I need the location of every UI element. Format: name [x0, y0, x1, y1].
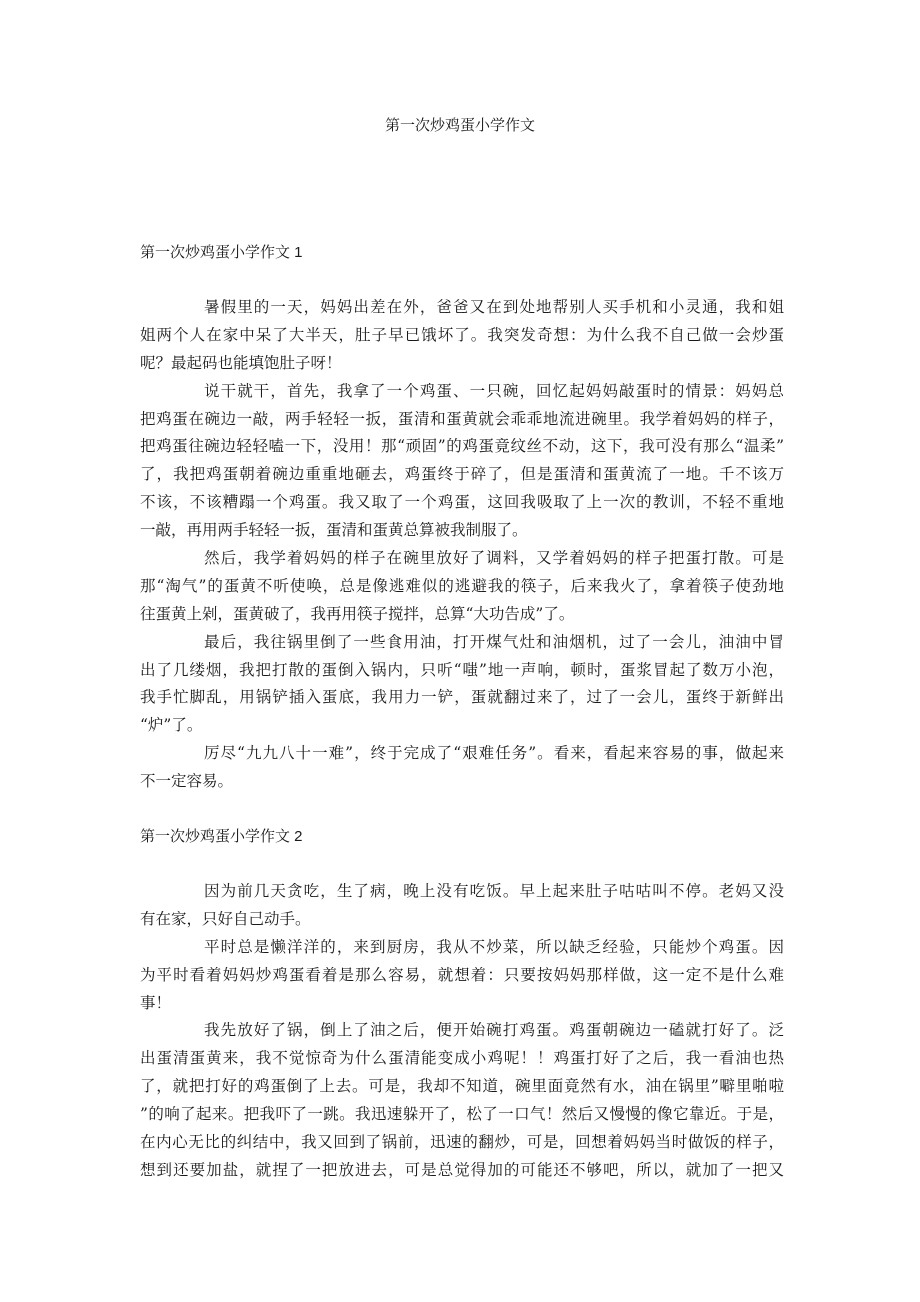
paragraph-line: 我先放好了锅，倒上了油之后，便开始碗打鸡蛋。鸡蛋朝碗边一磕就打好了。泛: [204, 1021, 784, 1040]
paragraph-line: 往蛋黄上剁，蛋黄破了，我再用筷子搅拌，总算“大功告成”了。: [140, 604, 575, 623]
section-2-heading: 第一次炒鸡蛋小学作文 2: [140, 828, 303, 845]
paragraph-line: 暑假里的一天，妈妈出差在外，爸爸又在到处地帮别人买手机和小灵通，我和姐: [204, 298, 784, 316]
paragraph-line: 平时总是懒洋洋的，来到厨房，我从不炒菜，所以缺乏经验，只能炒个鸡蛋。因: [204, 937, 784, 956]
paragraph-line: 一敲，再用两手轻轻一扳，蛋清和蛋黄总算被我制服了。: [140, 521, 528, 540]
paragraph-line: 为平时看着妈妈炒鸡蛋看着是那么容易，就想着：只要按妈妈那样做，这一定不是什么难: [140, 965, 784, 984]
paragraph-line: ”的响了起来。把我吓了一跳。我迅速躲开了，松了一口气！然后又慢慢的像它靠近。于是，: [140, 1105, 784, 1124]
paragraph: [140, 294, 784, 378]
paragraph-line: 呢？最起码也能填饱肚子呀！: [140, 353, 342, 372]
paragraph-line: 说干就干，首先，我拿了一个鸡蛋、一只碗，回忆起妈妈敲蛋时的情景：妈妈总: [204, 381, 784, 400]
paragraph-line: 最后，我往锅里倒了一些食用油，打开煤气灶和油烟机，过了一会儿，油油中冒: [204, 632, 784, 651]
paragraph-line: 因为前几天贪吃，生了病，晚上没有吃饭。早上起来肚子咕咕叫不停。老妈又没: [204, 882, 784, 900]
paragraph: [140, 934, 784, 1018]
paragraph-line: 了，我把鸡蛋朝着碗边重重地砸去，鸡蛋终于碎了，但是蛋清和蛋黄流了一地。千不该万: [140, 465, 784, 484]
paragraph-line: 有在家，只好自己动手。: [140, 909, 311, 928]
paragraph-line: 厉尽“九九八十一难”，终于完成了“艰难任务”。看来，看起来容易的事，做起来: [204, 744, 784, 763]
paragraph-line: 把鸡蛋往碗边轻轻嗑一下，没用！那“顽固”的鸡蛋竟纹丝不动，这下，我可没有那么“温柔”: [140, 437, 784, 456]
paragraph-line: 不一定容易。: [140, 772, 234, 791]
section-1-heading: 第一次炒鸡蛋小学作文 1: [140, 244, 303, 261]
paragraph-line: 姐两个人在家中呆了大半天，肚子早已饿坏了。我突发奇想：为什么我不自己做一会炒蛋: [140, 325, 784, 344]
paragraph-line: 我手忙脚乱，用锅铲插入蛋底，我用力一铲，蛋就翻过来了，过了一会儿，蛋终于新鲜出: [140, 688, 784, 707]
paragraph: [140, 740, 784, 796]
paragraph-line: 然后，我学着妈妈的样子在碗里放好了调料，又学着妈妈的样子把蛋打散。可是: [204, 549, 784, 568]
document-title: 第一次炒鸡蛋小学作文: [384, 116, 535, 134]
section-2-body: [140, 878, 784, 1185]
section-1-body: [140, 294, 784, 796]
paragraph: [140, 629, 784, 741]
paragraph-line: 出蛋清蛋黄来，我不觉惊奇为什么蛋清能变成小鸡呢！！鸡蛋打好了之后，我一看油也热: [140, 1049, 784, 1068]
paragraph: [140, 545, 784, 629]
paragraph-line: 出了几缕烟，我把打散的蛋倒入锅内，只听“嗤”地一声响，顿时，蛋浆冒起了数万小泡，: [140, 660, 784, 679]
paragraph: [140, 878, 784, 934]
paragraph-line: 想到还要加盐，就捏了一把放进去，可是总觉得加的可能还不够吧，所以，就加了一把又: [140, 1160, 784, 1179]
paragraph-line: 在内心无比的纠结中，我又回到了锅前，迅速的翻炒，可是，回想着妈妈当时做饭的样子，: [140, 1133, 784, 1152]
paragraph-line: 事！: [140, 993, 172, 1012]
paragraph-line: 不该，不该糟蹋一个鸡蛋。我又取了一个鸡蛋，这回我吸取了上一次的教训，不轻不重地: [140, 493, 784, 512]
paragraph-line: 了，就把打好的鸡蛋倒了上去。可是，我却不知道，碗里面竟然有水，油在锅里”噼里啪啦: [140, 1077, 784, 1096]
paragraph-line: “炉”了。: [140, 716, 203, 735]
paragraph: [140, 1017, 784, 1184]
paragraph-line: 把鸡蛋在碗边一敲，两手轻轻一扳，蛋清和蛋黄就会乖乖地流进碗里。我学着妈妈的样子，: [140, 409, 784, 428]
paragraph-line: 那“淘气”的蛋黄不听使唤，总是像逃难似的逃避我的筷子，后来我火了，拿着筷子使劲地: [140, 576, 784, 595]
paragraph: [140, 378, 784, 545]
